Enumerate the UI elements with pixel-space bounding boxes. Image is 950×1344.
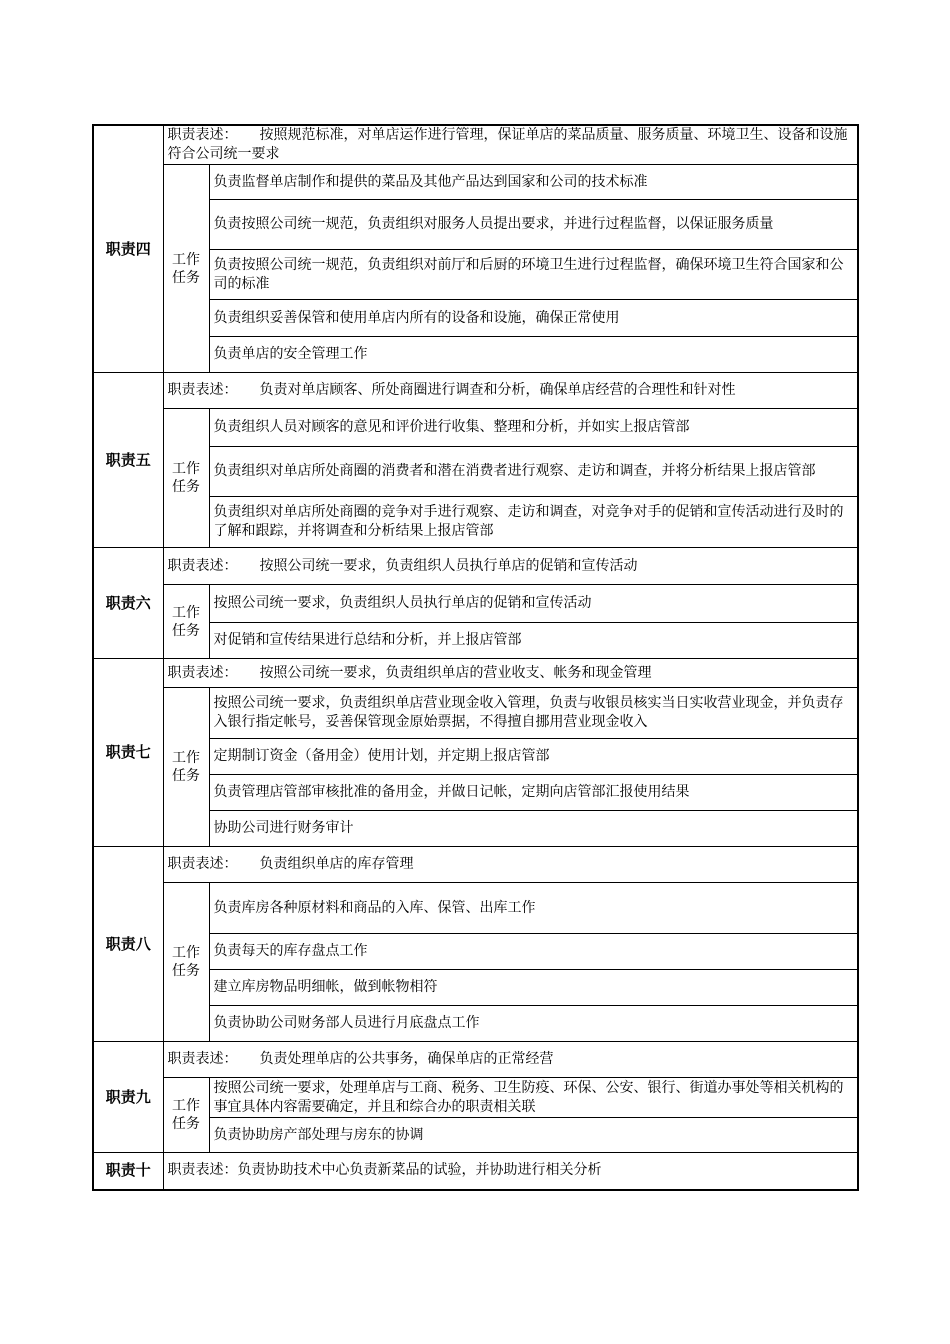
duty-summary: [163, 548, 858, 585]
task-row: [93, 883, 858, 934]
tasks-label: 工作任务: [163, 165, 209, 373]
summary-text: 负责协助技术中心负责新菜品的试验，并协助进行相关分析: [237, 1162, 602, 1179]
task-item: 负责按照公司统一规范，负责组织对服务人员提出要求，并进行过程监督，以保证服务质量: [209, 200, 858, 250]
duty-summary-row: [93, 1042, 858, 1078]
task-item: 负责库房各种原材料和商品的入库、保管、出库工作: [209, 883, 858, 934]
summary-label: 职责表述：: [167, 127, 238, 143]
duty-table: [92, 124, 859, 1191]
task-item: 负责管理店管部审核批准的备用金，并做日记帐，定期向店管部汇报使用结果: [209, 775, 858, 811]
tasks-label: 工作任务: [163, 883, 209, 1042]
duty-summary: [163, 1042, 858, 1078]
duty-label: 职责四: [93, 125, 163, 373]
summary-text: 负责组织单店的库存管理: [259, 856, 414, 872]
task-row: [93, 688, 858, 739]
summary-text: 按照规范标准，对单店运作进行管理，保证单店的菜品质量、服务质量、环境卫生、设备和设施符合公司统一要求: [167, 127, 848, 162]
summary-text: 负责对单店顾客、所处商圈进行调查和分析，确保单店经营的合理性和针对性: [259, 382, 736, 398]
duty-summary-row: [93, 373, 858, 409]
duty-summary-row: [93, 1153, 858, 1190]
task-item: 按照公司统一要求，处理单店与工商、税务、卫生防疫、环保、公安、银行、街道办事处等相关机构的事宜具体内容需要确定，并且和综合办的职责相关联: [209, 1078, 858, 1118]
task-item: 负责组织对单店所处商圈的消费者和潜在消费者进行观察、走访和调查，并将分析结果上报店管部: [209, 447, 858, 497]
task-item: 负责监督单店制作和提供的菜品及其他产品达到国家和公司的技术标准: [209, 165, 858, 200]
summary-label: 职责表述：: [167, 557, 238, 574]
task-item: 按照公司统一要求，负责组织人员执行单店的促销和宣传活动: [209, 585, 858, 623]
duty-summary: [163, 125, 858, 165]
duty-summary-row: [93, 548, 858, 585]
summary-label: 职责表述：: [167, 382, 238, 398]
task-item: 负责协助房产部处理与房东的协调: [209, 1118, 858, 1153]
summary-text: 负责处理单店的公共事务，确保单店的正常经营: [259, 1051, 554, 1067]
task-item: 按照公司统一要求，负责组织单店营业现金收入管理，负责与收银员核实当日实收营业现金，并负责存入银行指定帐号，妥善保管现金原始票据，不得擅自挪用营业现金收入: [209, 688, 858, 739]
summary-label: 职责表述：: [167, 1162, 238, 1179]
task-item: 定期制订资金（备用金）使用计划，并定期上报店管部: [209, 739, 858, 775]
duty-summary-row: [93, 659, 858, 688]
summary-label: 职责表述：: [167, 664, 238, 681]
duty-summary: [163, 659, 858, 688]
tasks-label: 工作任务: [163, 409, 209, 548]
task-item: 负责单店的安全管理工作: [209, 337, 858, 373]
summary-text: 按照公司统一要求，负责组织人员执行单店的促销和宣传活动: [259, 557, 638, 574]
duty-summary: [163, 847, 858, 883]
task-item: 建立库房物品明细帐，做到帐物相符: [209, 970, 858, 1006]
duty-summary: [163, 1153, 858, 1190]
task-item: 对促销和宣传结果进行总结和分析，并上报店管部: [209, 623, 858, 659]
task-item: 负责协助公司财务部人员进行月底盘点工作: [209, 1006, 858, 1042]
duty-label: 职责八: [93, 847, 163, 1042]
task-item: 负责组织人员对顾客的意见和评价进行收集、整理和分析，并如实上报店管部: [209, 409, 858, 447]
tasks-label: 工作任务: [163, 585, 209, 659]
duty-label: 职责九: [93, 1042, 163, 1153]
task-row: [93, 1078, 858, 1118]
summary-label: 职责表述：: [167, 1051, 238, 1067]
summary-label: 职责表述：: [167, 856, 238, 872]
duty-label: 职责十: [93, 1153, 163, 1190]
task-item: 负责组织对单店所处商圈的竞争对手进行观察、走访和调查，对竞争对手的促销和宣传活动进行及时的了解和跟踪，并将调查和分析结果上报店管部: [209, 497, 858, 548]
task-row: [93, 165, 858, 200]
duty-label: 职责六: [93, 548, 163, 659]
duty-summary-row: [93, 125, 858, 165]
task-item: 负责每天的库存盘点工作: [209, 934, 858, 970]
duty-summary: [163, 373, 858, 409]
tasks-label: 工作任务: [163, 688, 209, 847]
task-item: 负责按照公司统一规范，负责组织对前厅和后厨的环境卫生进行过程监督，确保环境卫生符合国家和公司的标准: [209, 250, 858, 300]
task-item: 协助公司进行财务审计: [209, 811, 858, 847]
summary-text: 按照公司统一要求，负责组织单店的营业收支、帐务和现金管理: [259, 664, 652, 681]
duty-label: 职责七: [93, 659, 163, 847]
duty-label: 职责五: [93, 373, 163, 548]
task-item: 负责组织妥善保管和使用单店内所有的设备和设施，确保正常使用: [209, 300, 858, 337]
duty-summary-row: [93, 847, 858, 883]
task-row: [93, 585, 858, 623]
tasks-label: 工作任务: [163, 1078, 209, 1153]
task-row: [93, 409, 858, 447]
